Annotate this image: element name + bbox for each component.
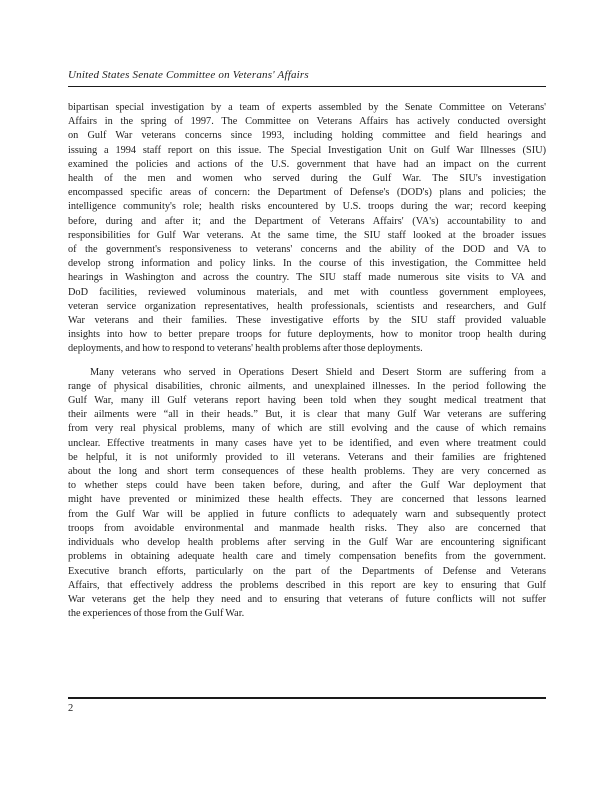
text-line: Affairs, that effectively address the problems described in this report are key to ensuring that Gulf	[68, 579, 546, 591]
text-line: individuals who develop health problems after serving in the Gulf War are encountering significant	[68, 537, 546, 549]
text-line: Gulf War, many ill Gulf veterans report having been told when they sought medical treatment that	[68, 395, 546, 407]
text-line: of the government's responsiveness to veterans' concerns and the ability of the DOD and VA to	[68, 244, 546, 256]
text-line: about the long and short term consequences of these health problems. They are very concerned as	[68, 466, 546, 478]
text-line: problems in obtaining adequate health care and timely compensation benefits from the government.	[68, 551, 546, 563]
text-line: War veterans and their families. These investigative efforts by the SIU staff provided valuable	[68, 315, 546, 327]
text-line: issuing a 1994 staff report on this issue. The Special Investigation Unit on Gulf War Illnesses (SIU)	[68, 144, 546, 156]
page-footer	[68, 697, 546, 715]
text-line: to whether steps could have been taken before, during, and after the Gulf War deployment that	[68, 480, 546, 492]
text-line: intelligence community's role; health risks encountered by U.S. troops during the war; record keeping	[68, 201, 546, 213]
page-number: 2	[68, 703, 74, 714]
text-line: before, during and after it; and the Department of Veterans Affairs' (VA's) accountability to and	[68, 215, 546, 227]
text-line: insights into how to better prepare troops for future deployments, how to monitor troop health during	[68, 329, 546, 341]
text-line: might have prevented or minimized these health effects. They are concerned that lessons learned	[68, 494, 546, 506]
text-line: examined the policies and actions of the U.S. government that have had an impact on the current	[68, 158, 546, 170]
text-line: Executive branch efforts, particularly on the part of the Departments of Defense and Veterans	[68, 565, 546, 577]
running-header-title: United States Senate Committee on Veterans' Affairs	[68, 69, 309, 81]
header-rule	[68, 86, 546, 87]
text-line: from the Gulf War will be applied in future conflicts to adequately warn and subsequently protect	[68, 508, 546, 520]
text-line: bipartisan special investigation by a team of experts assembled by the Senate Committee on Veterans'	[68, 102, 546, 113]
text-line: hearings in Washington and across the country. The SIU staff made numerous site visits to VA and	[68, 272, 546, 284]
text-line: unclear. Effective treatments in many cases have yet to be identified, and even where treatment could	[68, 437, 546, 449]
text-line: deployments, and how to respond to veterans' health problems after those deployments.	[68, 343, 423, 355]
page-header	[68, 69, 546, 87]
text-line: on Gulf War veterans concerns since 1993, including holding committee and field hearings and	[68, 130, 546, 142]
text-line: DoD facilities, reviewed voluminous materials, and met with countless government employees,	[68, 286, 546, 298]
paragraph	[68, 101, 546, 357]
body-text	[68, 101, 546, 630]
text-line: encompassed specific areas of concern: the Department of Defense's (DOD's) plans and policies; the	[68, 187, 546, 199]
text-line: from very real physical problems, many of which are still evolving and the cause of which remains	[68, 423, 546, 435]
text-line: veteran service organization representatives, health professionals, scientists and researchers, and Gulf	[68, 300, 546, 312]
text-line: Many veterans who served in Operations Desert Shield and Desert Storm are suffering from a	[90, 366, 546, 378]
text-line: Affairs in the spring of 1997. The Committee on Veterans Affairs has actively conducted oversight	[68, 116, 546, 128]
paragraph	[68, 366, 546, 622]
text-line: responsibilities for Gulf War veterans. At the same time, the SIU staff looked at the broader issues	[68, 229, 546, 241]
text-line: troops from avoidable environmental and manmade health risks. They also are concerned that	[68, 522, 546, 534]
text-line: be helpful, it is not uniformly provided to ill veterans. Veterans and their families are frightened	[68, 451, 546, 463]
text-line: range of physical disabilities, chronic ailments, and unexplained illnesses. In the period following the	[68, 380, 546, 392]
text-line: their ailments were “all in their heads.” But, it is clear that many Gulf War veterans are suffering	[68, 409, 546, 421]
text-line: health of the men and women who served during the Gulf War. The SIU's investigation	[68, 173, 546, 185]
text-line: War veterans get the help they need and to ensuring that veterans of future conflicts will not suffer	[68, 593, 546, 605]
text-line: develop strong information and policy links. In the course of this investigation, the Committee held	[68, 258, 546, 270]
text-line: the experiences of those from the Gulf War.	[68, 608, 245, 620]
